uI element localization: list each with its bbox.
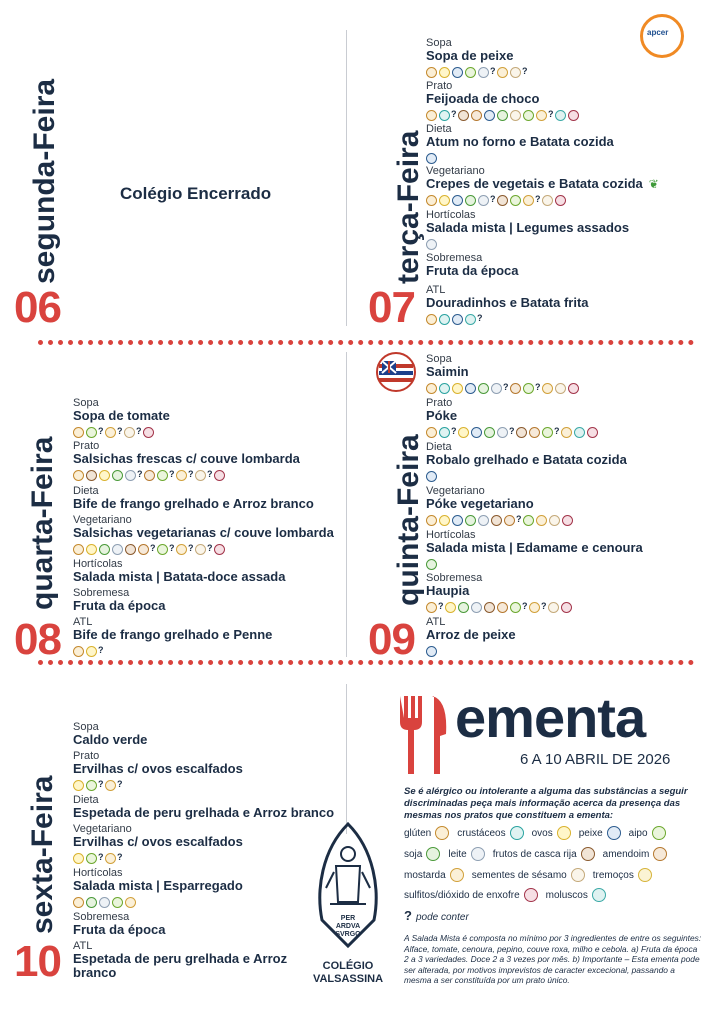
divider-vertical-bottom: [346, 684, 347, 834]
dotted-separator-2: [38, 660, 694, 665]
motto-line: PER: [340, 915, 356, 922]
legend-label: amendoim: [602, 848, 650, 860]
peanut-icon: [504, 515, 515, 526]
milk-icon: [426, 239, 437, 250]
meal-wed-horticolas: [73, 559, 285, 584]
soy-icon: [112, 470, 123, 481]
milk-icon: [471, 847, 485, 861]
category-label: Sobremesa: [426, 252, 483, 264]
gluten-icon: [426, 427, 437, 438]
nut-icon: [581, 847, 595, 861]
category-label: Sobremesa: [73, 911, 130, 923]
sesame-icon: [571, 868, 585, 882]
gluten-icon: [426, 383, 437, 394]
meal-fri-prato: [73, 751, 243, 792]
celery-icon: [523, 383, 534, 394]
gluten-icon: [426, 602, 437, 613]
fork-knife-icon: [396, 694, 452, 776]
category-label: Dieta: [73, 485, 99, 497]
sesame-icon: [510, 110, 521, 121]
legend-label: ovos: [531, 827, 553, 839]
day-number-friday: 10: [14, 937, 61, 986]
legend-label: sementes de sésamo: [471, 869, 567, 881]
mustard-icon: [125, 897, 136, 908]
gluten-icon: [73, 470, 84, 481]
milk-icon: [125, 470, 136, 481]
peanut-icon: [471, 110, 482, 121]
allergen-icons: [426, 65, 529, 79]
meal-thu-atl: [426, 617, 516, 658]
celery-icon: [465, 67, 476, 78]
meal-tue-sobremesa: [426, 253, 518, 278]
school-name-line: COLÉGIO: [322, 960, 374, 972]
allergen-icons: [426, 600, 574, 614]
category-label: Prato: [426, 80, 453, 92]
legend-label: moluscos: [545, 889, 588, 901]
mustard-icon: [176, 470, 187, 481]
sulphite-icon: [214, 470, 225, 481]
meal-tue-sopa: [426, 38, 529, 79]
lupin-icon: [638, 868, 652, 882]
school-name-line: VALSASSINA: [312, 973, 384, 985]
soy-icon: [86, 897, 97, 908]
celery-icon: [86, 853, 97, 864]
category-label: Hortícolas: [73, 867, 123, 879]
dish-name: Bife de frango grelhado e Penne: [73, 627, 273, 642]
sulphite-icon: [561, 602, 572, 613]
gluten-icon: [426, 314, 437, 325]
milk-icon: [478, 67, 489, 78]
nut-icon: [516, 427, 527, 438]
peanut-icon: [653, 847, 667, 861]
category-label: Vegetariano: [73, 514, 132, 526]
milk-icon: [478, 195, 489, 206]
gluten-icon: [426, 515, 437, 526]
category-label: Vegetariano: [426, 485, 485, 497]
celery-icon: [157, 544, 168, 555]
allergen-icons: [426, 425, 600, 439]
crustacean-icon: [439, 383, 450, 394]
mustard-icon: [523, 195, 534, 206]
dish-name: Robalo grelhado e Batata cozida: [426, 452, 627, 467]
soy-icon: [458, 602, 469, 613]
allergen-icons: [426, 237, 629, 251]
category-label: Sobremesa: [73, 587, 130, 599]
dish-name: Douradinhos e Batata frita: [426, 295, 589, 310]
legend-label: crustáceos: [457, 827, 506, 839]
egg-icon: [458, 427, 469, 438]
meal-fri-sopa: [73, 722, 147, 747]
sesame-icon: [195, 544, 206, 555]
dish-text: Crepes de vegetais e Batata cozida: [426, 176, 643, 191]
crustacean-icon: [439, 427, 450, 438]
motto-line: SVRGO: [335, 931, 361, 938]
meal-fri-horticolas: [73, 868, 243, 909]
soy-icon: [465, 195, 476, 206]
school-name: [302, 960, 394, 986]
legend-label: sulfitos/dióxido de enxofre: [404, 889, 520, 901]
footnote: A Salada Mista é composta no mínimo por 3 ingredientes de entre os seguintes: Alface, tomate, cenoura, pepino, couve roxa, milho e cebola. a) Fruta da época 2 a 3 variedades. Doce 2 a 3 vezes por mês. b) Importante – Esta ementa pode ser alterada, por motivos imprevistos de caracter excecional, passando a mesma a ser constituída por um prato único.: [404, 933, 702, 986]
fish-icon: [607, 826, 621, 840]
sulphite-icon: [214, 544, 225, 555]
fish-icon: [426, 471, 437, 482]
legend-label: mostarda: [404, 869, 446, 881]
legend-row-4: [404, 888, 614, 902]
category-label: Hortícolas: [426, 529, 476, 541]
meal-fri-atl: [73, 941, 308, 980]
sesame-icon: [195, 470, 206, 481]
celery-icon: [157, 470, 168, 481]
sulphite-icon: [568, 383, 579, 394]
day-number-wednesday: 08: [14, 615, 61, 664]
gluten-icon: [426, 110, 437, 121]
allergen-icons: [73, 895, 243, 909]
allergen-icons: [73, 851, 243, 865]
meal-wed-prato: [73, 441, 300, 482]
gluten-icon: [426, 67, 437, 78]
egg-icon: [86, 646, 97, 657]
meal-wed-sobremesa: [73, 588, 165, 613]
gluten-icon: [426, 195, 437, 206]
fish-icon: [465, 383, 476, 394]
allergen-icons: [426, 513, 575, 527]
mustard-icon: [529, 602, 540, 613]
milk-icon: [471, 602, 482, 613]
mollusc-icon: [592, 888, 606, 902]
dish-name: Fruta da época: [73, 598, 166, 613]
meal-wed-dieta: [73, 486, 314, 511]
mustard-icon: [542, 383, 553, 394]
category-label: Vegetariano: [426, 165, 485, 177]
category-label: ATL: [73, 616, 93, 628]
meal-fri-dieta: [73, 795, 334, 820]
day-name-monday: segunda-Feira: [28, 78, 61, 284]
dish-name: Fruta da época: [426, 263, 519, 278]
fish-icon: [426, 153, 437, 164]
sulphite-icon: [587, 427, 598, 438]
dish-name: Feijoada de choco: [426, 91, 540, 106]
legend-label: leite: [448, 848, 467, 860]
mustard-icon: [105, 853, 116, 864]
soy-icon: [497, 110, 508, 121]
crustacean-icon: [439, 314, 450, 325]
meal-thu-sopa: [426, 354, 581, 395]
date-range: 6 A 10 ABRIL DE 2026: [520, 751, 671, 768]
legend-label: tremoços: [592, 869, 634, 881]
soy-icon: [478, 383, 489, 394]
dish-name: [426, 177, 659, 191]
mollusc-icon: [465, 314, 476, 325]
nut-icon: [484, 602, 495, 613]
day-name-tuesday: terça-Feira: [392, 130, 425, 284]
allergen-intro: Se é alérgico ou intolerante a alguma das substâncias a seguir discriminadas peça mais informação acerca da presença das mesmas nos pratos que constituem a ementa:: [404, 786, 688, 821]
divider-vertical-top: [346, 30, 347, 326]
dish-name: Fruta da época: [73, 922, 166, 937]
celery-icon: [86, 427, 97, 438]
allergen-icons: [73, 778, 243, 792]
peanut-icon: [510, 383, 521, 394]
egg-icon: [452, 383, 463, 394]
egg-icon: [439, 515, 450, 526]
sulphite-icon: [143, 427, 154, 438]
dish-name: Espetada de peru grelhada e Arroz branco: [73, 805, 335, 820]
day-name-friday: sexta-Feira: [26, 775, 59, 934]
mustard-icon: [105, 780, 116, 791]
legend-label: glúten: [404, 827, 432, 839]
milk-icon: [497, 427, 508, 438]
school-motto: [322, 915, 374, 939]
nut-icon: [491, 515, 502, 526]
celery-icon: [652, 826, 666, 840]
celery-icon: [510, 602, 521, 613]
peanut-icon: [497, 602, 508, 613]
meal-thu-dieta: [426, 442, 627, 483]
legend-row-2: [404, 847, 675, 861]
day-number-monday: 06: [14, 283, 61, 332]
motto-line: ARDVA: [335, 923, 361, 930]
nut-icon: [125, 544, 136, 555]
sulphite-icon: [524, 888, 538, 902]
may-contain-label: pode conter: [415, 912, 469, 923]
closed-notice: Colégio Encerrado: [120, 184, 272, 203]
celery-icon: [510, 195, 521, 206]
peanut-icon: [529, 427, 540, 438]
meal-tue-atl: [426, 285, 589, 326]
allergen-icons: [73, 542, 334, 556]
meal-thu-vegetariano: [426, 486, 575, 527]
soy-icon: [465, 515, 476, 526]
category-label: Prato: [426, 397, 453, 409]
meal-tue-dieta: [426, 124, 614, 165]
sesame-icon: [548, 602, 559, 613]
milk-icon: [491, 383, 502, 394]
egg-icon: [73, 780, 84, 791]
dish-name: Atum no forno e Batata cozida: [426, 134, 614, 149]
fish-icon: [426, 646, 437, 657]
day-number-tuesday: 07: [368, 283, 415, 332]
sesame-icon: [124, 427, 135, 438]
category-label: Hortícolas: [426, 209, 476, 221]
egg-icon: [439, 195, 450, 206]
fish-icon: [452, 515, 463, 526]
legend-label: peixe: [578, 827, 603, 839]
legend-label: frutos de casca rija: [492, 848, 577, 860]
category-label: Dieta: [426, 441, 452, 453]
category-label: Sopa: [73, 721, 99, 733]
dish-name: Salsichas frescas c/ couve lombarda: [73, 451, 300, 466]
leaf-icon: ❦: [648, 177, 659, 191]
milk-icon: [478, 515, 489, 526]
dish-name: Bife de frango grelhado e Arroz branco: [73, 496, 314, 511]
egg-icon: [439, 67, 450, 78]
milk-icon: [99, 897, 110, 908]
allergen-icons: [73, 425, 170, 439]
meal-tue-prato: [426, 81, 581, 122]
dish-name: Haupia: [426, 583, 470, 598]
category-label: Sobremesa: [426, 572, 483, 584]
celery-icon: [523, 515, 534, 526]
dish-name: Salada mista | Esparregado: [73, 878, 243, 893]
nut-icon: [497, 195, 508, 206]
meal-wed-vegetariano: [73, 515, 334, 556]
sesame-icon: [510, 67, 521, 78]
sesame-icon: [555, 383, 566, 394]
fish-icon: [452, 195, 463, 206]
day-number-thursday: 09: [368, 615, 415, 664]
sesame-icon: [549, 515, 560, 526]
sulphite-icon: [562, 515, 573, 526]
sulphite-icon: [568, 110, 579, 121]
mustard-icon: [561, 427, 572, 438]
dish-name: Espetada de peru grelhada e Arroz branco: [73, 951, 288, 980]
mustard-icon: [536, 515, 547, 526]
meal-thu-horticolas: [426, 530, 643, 571]
mustard-icon: [176, 544, 187, 555]
hawaii-flag-icon: [376, 352, 416, 392]
mustard-icon: [536, 110, 547, 121]
dish-name: Póke vegetariano: [426, 496, 534, 511]
meal-thu-sobremesa: [426, 573, 574, 614]
peanut-icon: [144, 470, 155, 481]
fish-icon: [471, 427, 482, 438]
dish-name: Arroz de peixe: [426, 627, 516, 642]
allergen-icons: [426, 151, 614, 165]
mustard-icon: [105, 427, 116, 438]
crustacean-icon: [510, 826, 524, 840]
meal-tue-vegetariano: [426, 166, 659, 207]
celery-icon: [523, 110, 534, 121]
meal-thu-prato: [426, 398, 600, 439]
mustard-icon: [450, 868, 464, 882]
egg-icon: [445, 602, 456, 613]
category-label: Vegetariano: [73, 823, 132, 835]
meal-tue-horticolas: [426, 210, 629, 251]
category-label: Sopa: [426, 37, 452, 49]
gluten-icon: [73, 897, 84, 908]
divider-vertical-middle: [346, 352, 347, 657]
category-label: ATL: [426, 616, 446, 628]
crustacean-icon: [439, 110, 450, 121]
dish-name: Salada mista | Edamame e cenoura: [426, 540, 643, 555]
dish-name: Ervilhas c/ ovos escalfados: [73, 761, 243, 776]
sesame-icon: [542, 195, 553, 206]
day-name-thursday: quinta-Feira: [392, 434, 425, 606]
fish-icon: [452, 314, 463, 325]
dish-name: Saimin: [426, 364, 469, 379]
dish-name: Ervilhas c/ ovos escalfados: [73, 834, 243, 849]
egg-icon: [73, 853, 84, 864]
nut-icon: [458, 110, 469, 121]
allergen-icons: [426, 312, 589, 326]
dish-name: Salsichas vegetarianas c/ couve lombarda: [73, 525, 334, 540]
soy-icon: [484, 427, 495, 438]
gluten-icon: [73, 646, 84, 657]
celery-icon: [112, 897, 123, 908]
meal-wed-sopa: [73, 398, 170, 439]
fish-icon: [484, 110, 495, 121]
egg-icon: [99, 470, 110, 481]
meal-fri-vegetariano: [73, 824, 243, 865]
mollusc-icon: [555, 110, 566, 121]
apcer-label: apcer: [647, 28, 669, 37]
question-icon: ?: [404, 908, 412, 923]
legend-label: aipo: [628, 827, 648, 839]
dish-name: Caldo verde: [73, 732, 148, 747]
allergen-icons: [426, 193, 659, 207]
soy-icon: [99, 544, 110, 555]
allergen-icons: [73, 644, 272, 658]
dish-name: Sopa de tomate: [73, 408, 170, 423]
allergen-icons: [426, 557, 643, 571]
soy-icon: [426, 847, 440, 861]
meal-wed-atl: [73, 617, 272, 658]
nut-icon: [86, 470, 97, 481]
category-label: ATL: [426, 284, 446, 296]
sulphite-icon: [555, 195, 566, 206]
soy-icon: [426, 559, 437, 570]
allergen-icons: [426, 469, 627, 483]
category-label: Dieta: [73, 794, 99, 806]
dotted-separator-1: [38, 340, 694, 345]
category-label: Hortícolas: [73, 558, 123, 570]
page-title: ementa: [455, 686, 646, 749]
fish-icon: [452, 67, 463, 78]
celery-icon: [86, 780, 97, 791]
day-name-wednesday: quarta-Feira: [26, 436, 59, 610]
legend-row-1: [404, 826, 674, 840]
allergen-icons: [426, 644, 516, 658]
allergen-icons: [73, 468, 300, 482]
egg-icon: [86, 544, 97, 555]
peanut-icon: [138, 544, 149, 555]
allergen-icons: [426, 381, 581, 395]
dish-name: Salada mista | Batata-doce assada: [73, 569, 286, 584]
legend-row-3: [404, 868, 660, 882]
dish-name: Póke: [426, 408, 458, 423]
category-label: Dieta: [426, 123, 452, 135]
mollusc-icon: [574, 427, 585, 438]
egg-icon: [557, 826, 571, 840]
gluten-icon: [435, 826, 449, 840]
legend-label: soja: [404, 848, 423, 860]
mustard-icon: [497, 67, 508, 78]
allergen-icons: [426, 108, 581, 122]
celery-icon: [542, 427, 553, 438]
gluten-icon: [73, 544, 84, 555]
category-label: Sopa: [73, 397, 99, 409]
may-contain-note: [404, 908, 469, 923]
meal-fri-sobremesa: [73, 912, 165, 937]
dish-name: Sopa de peixe: [426, 48, 514, 63]
gluten-icon: [73, 427, 84, 438]
category-label: ATL: [73, 940, 93, 952]
category-label: Prato: [73, 440, 100, 452]
category-label: Sopa: [426, 353, 452, 365]
dish-name: Salada mista | Legumes assados: [426, 220, 630, 235]
milk-icon: [112, 544, 123, 555]
category-label: Prato: [73, 750, 100, 762]
